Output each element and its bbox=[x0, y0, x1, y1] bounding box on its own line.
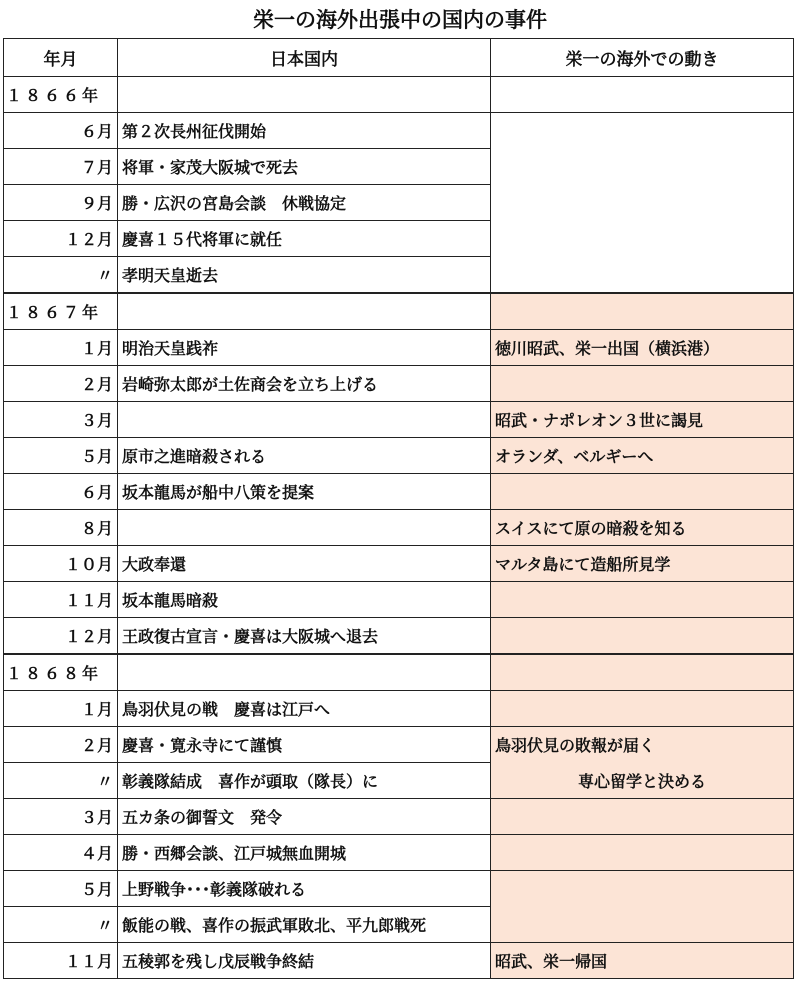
domestic-cell bbox=[118, 293, 491, 330]
abroad-cell: マルタ島にて造船所見学 bbox=[491, 546, 794, 582]
table-row bbox=[4, 257, 794, 294]
page-title: 栄一の海外出張中の国内の事件 bbox=[253, 8, 547, 32]
domestic-cell bbox=[118, 654, 491, 691]
month-cell: ７月 bbox=[4, 149, 118, 185]
table-row bbox=[4, 835, 794, 871]
abroad-cell bbox=[491, 149, 794, 185]
abroad-cell bbox=[491, 474, 794, 510]
year-cell: １８６８年 bbox=[4, 654, 118, 691]
abroad-cell: 昭武・ナポレオン３世に謁見 bbox=[491, 402, 794, 438]
abroad-cell bbox=[491, 654, 794, 691]
month-cell: ６月 bbox=[4, 113, 118, 149]
month-cell: １２月 bbox=[4, 221, 118, 257]
table-row bbox=[4, 907, 794, 943]
month-cell: ５月 bbox=[4, 871, 118, 907]
domestic-cell: 鳥羽伏見の戦 慶喜は江戸へ bbox=[118, 691, 491, 727]
month-cell: 〃 bbox=[4, 257, 118, 294]
domestic-cell: 坂本龍馬が船中八策を提案 bbox=[118, 474, 491, 510]
abroad-cell bbox=[491, 907, 794, 943]
month-cell: 〃 bbox=[4, 907, 118, 943]
month-cell: １月 bbox=[4, 330, 118, 366]
domestic-cell: 第２次長州征伐開始 bbox=[118, 113, 491, 149]
domestic-cell: 勝・広沢の宮島会談 休戦協定 bbox=[118, 185, 491, 221]
table-row bbox=[4, 691, 794, 727]
abroad-cell: 鳥羽伏見の敗報が届く bbox=[491, 727, 794, 763]
abroad-cell bbox=[491, 185, 794, 221]
table-row bbox=[4, 654, 794, 691]
table-row bbox=[4, 438, 794, 474]
domestic-cell: 飯能の戦、喜作の振武軍敗北、平九郎戦死 bbox=[118, 907, 491, 943]
abroad-cell bbox=[491, 799, 794, 835]
domestic-cell: 彰義隊結成 喜作が頭取（隊長）に bbox=[118, 763, 491, 799]
abroad-cell bbox=[491, 691, 794, 727]
table-row bbox=[4, 582, 794, 618]
domestic-cell: 王政復古宣言・慶喜は大阪城へ退去 bbox=[118, 618, 491, 655]
header-row bbox=[4, 39, 794, 77]
abroad-cell: オランダ、ベルギーへ bbox=[491, 438, 794, 474]
table-row bbox=[4, 402, 794, 438]
domestic-cell: 岩崎弥太郎が土佐商会を立ち上げる bbox=[118, 366, 491, 402]
header-month: 年月 bbox=[4, 39, 118, 77]
domestic-cell: 坂本龍馬暗殺 bbox=[118, 582, 491, 618]
abroad-cell: 昭武、栄一帰国 bbox=[491, 943, 794, 979]
month-cell: １０月 bbox=[4, 546, 118, 582]
month-cell: 〃 bbox=[4, 763, 118, 799]
table-row bbox=[4, 799, 794, 835]
domestic-cell: 勝・西郷会談、江戸城無血開城 bbox=[118, 835, 491, 871]
domestic-cell: 慶喜・寛永寺にて謹慎 bbox=[118, 727, 491, 763]
month-cell: １１月 bbox=[4, 582, 118, 618]
table-row bbox=[4, 185, 794, 221]
year-cell: １８６７年 bbox=[4, 293, 118, 330]
year-cell: １８６６年 bbox=[4, 77, 118, 113]
month-cell: ６月 bbox=[4, 474, 118, 510]
abroad-cell bbox=[491, 835, 794, 871]
domestic-cell: 原市之進暗殺される bbox=[118, 438, 491, 474]
abroad-cell bbox=[491, 293, 794, 330]
abroad-cell bbox=[491, 77, 794, 113]
table-row bbox=[4, 871, 794, 907]
table-row bbox=[4, 618, 794, 655]
domestic-cell: 慶喜１５代将軍に就任 bbox=[118, 221, 491, 257]
abroad-cell bbox=[491, 366, 794, 402]
table-row bbox=[4, 77, 794, 113]
domestic-cell: 孝明天皇逝去 bbox=[118, 257, 491, 294]
table-row bbox=[4, 763, 794, 799]
abroad-cell bbox=[491, 582, 794, 618]
domestic-cell: 五カ条の御誓文 発令 bbox=[118, 799, 491, 835]
abroad-cell bbox=[491, 618, 794, 655]
domestic-cell: 大政奉還 bbox=[118, 546, 491, 582]
month-cell: ５月 bbox=[4, 438, 118, 474]
month-cell: １１月 bbox=[4, 943, 118, 979]
domestic-cell: 五稜郭を残し戊辰戦争終結 bbox=[118, 943, 491, 979]
table-row bbox=[4, 727, 794, 763]
abroad-cell: スイスにて原の暗殺を知る bbox=[491, 510, 794, 546]
month-cell: ２月 bbox=[4, 727, 118, 763]
domestic-cell: 上野戦争･･･彰義隊破れる bbox=[118, 871, 491, 907]
month-cell: ８月 bbox=[4, 510, 118, 546]
table-row bbox=[4, 546, 794, 582]
domestic-cell bbox=[118, 402, 491, 438]
month-cell: １２月 bbox=[4, 618, 118, 655]
abroad-cell bbox=[491, 257, 794, 294]
table-row bbox=[4, 149, 794, 185]
table-row bbox=[4, 113, 794, 149]
table-row bbox=[4, 510, 794, 546]
abroad-cell: 徳川昭武、栄一出国（横浜港） bbox=[491, 330, 794, 366]
abroad-cell bbox=[491, 221, 794, 257]
table-row bbox=[4, 943, 794, 979]
month-cell: ３月 bbox=[4, 402, 118, 438]
month-cell: ９月 bbox=[4, 185, 118, 221]
abroad-cell bbox=[491, 113, 794, 149]
table-row bbox=[4, 474, 794, 510]
table-row bbox=[4, 330, 794, 366]
domestic-cell bbox=[118, 510, 491, 546]
events-table bbox=[3, 38, 794, 979]
header-domestic: 日本国内 bbox=[118, 39, 491, 77]
domestic-cell: 明治天皇践祚 bbox=[118, 330, 491, 366]
table-row bbox=[4, 293, 794, 330]
abroad-cell: 専心留学と決める bbox=[491, 763, 794, 799]
table-row bbox=[4, 221, 794, 257]
domestic-cell: 将軍・家茂大阪城で死去 bbox=[118, 149, 491, 185]
month-cell: １月 bbox=[4, 691, 118, 727]
month-cell: ３月 bbox=[4, 799, 118, 835]
month-cell: ４月 bbox=[4, 835, 118, 871]
abroad-cell bbox=[491, 871, 794, 907]
header-abroad: 栄一の海外での動き bbox=[491, 39, 794, 77]
domestic-cell bbox=[118, 77, 491, 113]
table-row bbox=[4, 366, 794, 402]
month-cell: ２月 bbox=[4, 366, 118, 402]
